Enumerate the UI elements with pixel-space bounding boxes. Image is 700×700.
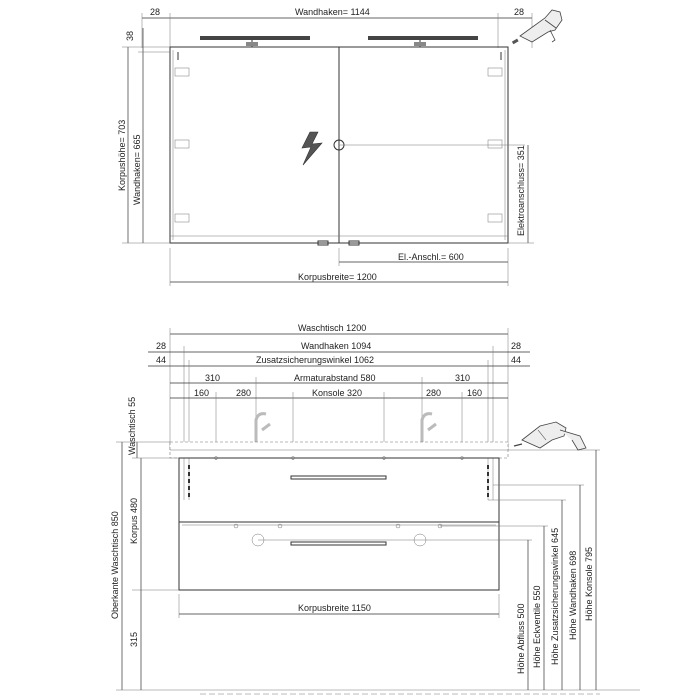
dim-korpushoehe: Korpushöhe= 703 — [117, 119, 127, 191]
lightning-icon — [302, 132, 322, 165]
dim-hoehe-zusatzsicherungswinkel: Höhe Zusatzsicherungswinkel 645 — [550, 527, 560, 665]
dim-28-left: 28 — [156, 341, 167, 351]
dim-hoehe-konsole: Höhe Konsole 795 — [584, 546, 594, 621]
mirror-cabinet-view — [117, 7, 562, 286]
dim-waschtisch-55: Waschtisch 55 — [127, 396, 137, 455]
dim-160-left: 160 — [194, 388, 210, 398]
dim-wandhaken-1094: Wandhaken 1094 — [301, 341, 372, 351]
dim-zusatzsicherungswinkel-1062: Zusatzsicherungswinkel 1062 — [256, 355, 375, 365]
dim-el-anschluss: El.-Anschl.= 600 — [398, 252, 464, 262]
dim-konsole-320: Konsole 320 — [312, 388, 363, 398]
dim-44-left: 44 — [156, 355, 167, 365]
drawer-handle-top — [291, 476, 386, 479]
faucet-icon — [256, 414, 270, 442]
dim-korpusbreite-top: Korpusbreite= 1200 — [298, 272, 377, 282]
dim-280-left: 280 — [236, 388, 252, 398]
vanity-unit-view — [110, 323, 640, 694]
drawer-handle-bottom — [291, 542, 386, 545]
dim-hoehe-wandhaken: Höhe Wandhaken 698 — [568, 550, 578, 640]
dim-armaturabstand-580: Armaturabstand 580 — [294, 373, 376, 383]
dim-315: 315 — [129, 631, 139, 647]
dim-310-right: 310 — [455, 373, 471, 383]
eckventil-left — [234, 524, 238, 528]
vanity-korpus — [179, 458, 499, 590]
dim-hoehe-abfluss: Höhe Abfluss 500 — [516, 603, 526, 674]
hinges-left — [175, 68, 189, 222]
dim-top-wandhaken: Wandhaken= 1144 — [295, 7, 370, 17]
lamp-left — [200, 36, 310, 47]
faucet-icon-right — [422, 414, 436, 442]
lamp-right — [368, 36, 478, 47]
dim-top-right: 28 — [514, 7, 525, 17]
dim-top-left: 28 — [150, 7, 161, 17]
dim-160-right: 160 — [467, 388, 483, 398]
dim-korpusbreite-1150: Korpusbreite 1150 — [298, 603, 371, 613]
dim-oberkante-waschtisch: Oberkante Waschtisch 850 — [110, 511, 120, 619]
dim-elektroanschluss: Elektroanschluss= 351 — [516, 145, 526, 236]
dim-28-right: 28 — [511, 341, 522, 351]
dim-44-right: 44 — [511, 355, 522, 365]
dim-korpus-480: Korpus 480 — [129, 497, 139, 544]
dim-waschtisch-1200: Waschtisch 1200 — [298, 323, 367, 333]
dim-280-right: 280 — [426, 388, 442, 398]
dim-310-left: 310 — [205, 373, 221, 383]
dim-wandhaken-height: Wandhaken= 665 — [132, 134, 142, 205]
dim-hoehe-eckventile: Höhe Eckventile 550 — [532, 585, 542, 668]
drill-icon-bottom — [514, 422, 586, 450]
dim-38: 38 — [125, 30, 135, 41]
